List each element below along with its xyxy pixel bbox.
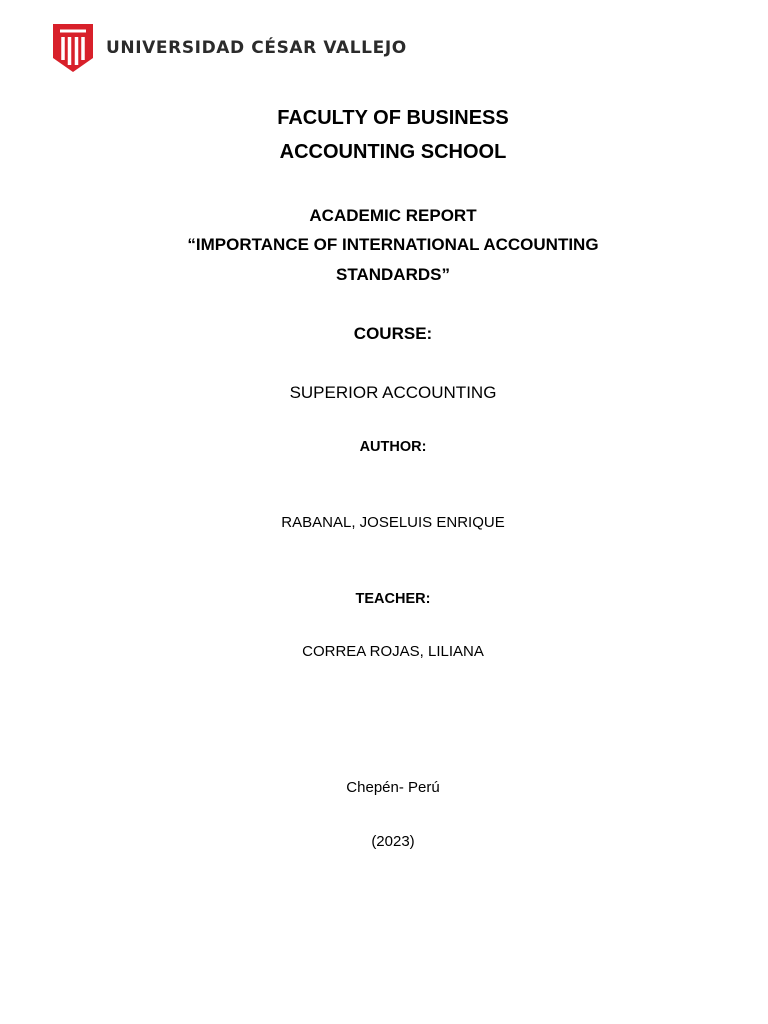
school-title: ACCOUNTING SCHOOL bbox=[279, 141, 507, 163]
university-logo bbox=[50, 20, 407, 76]
course-value: SUPERIOR ACCOUNTING bbox=[289, 383, 497, 402]
report-title-line1: “IMPORTANCE OF INTERNATIONAL ACCOUNTING bbox=[187, 235, 599, 254]
report-type: ACADEMIC REPORT bbox=[309, 206, 477, 225]
teacher-label: TEACHER: bbox=[355, 591, 431, 607]
faculty-title: FACULTY OF BUSINESS bbox=[277, 107, 509, 129]
author-value: RABANAL, JOSELUIS ENRIQUE bbox=[281, 514, 505, 531]
location: Chepén- Perú bbox=[346, 779, 440, 796]
university-name: UNIVERSIDAD CÉSAR VALLEJO bbox=[106, 38, 407, 58]
report-title-line2: STANDARDS” bbox=[336, 265, 450, 284]
teacher-value: CORREA ROJAS, LILIANA bbox=[302, 643, 484, 660]
year: (2023) bbox=[371, 833, 415, 850]
ucv-shield-icon bbox=[50, 22, 96, 74]
course-label: COURSE: bbox=[353, 324, 433, 343]
author-label: AUTHOR: bbox=[359, 439, 427, 455]
